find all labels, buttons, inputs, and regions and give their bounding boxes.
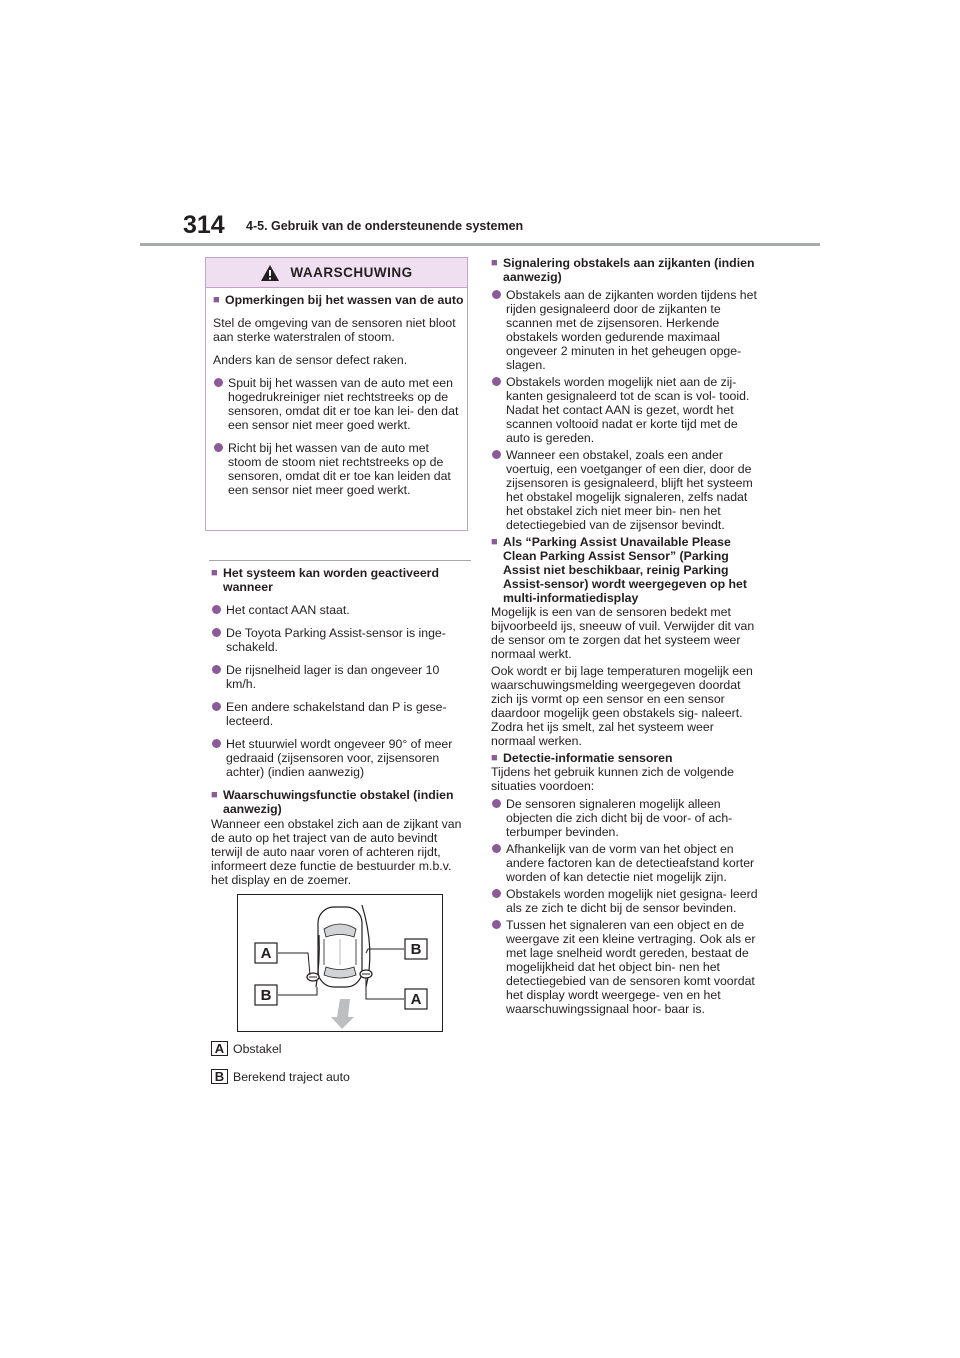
round-bullet-icon xyxy=(492,889,501,898)
section-separator xyxy=(209,560,471,561)
section-title: 4-5. Gebruik van de ondersteunende systemen xyxy=(246,219,524,233)
header-rule xyxy=(140,243,820,246)
legend-box-a: A xyxy=(211,1041,228,1056)
warning-heading: ■ Opmerkingen bij het wassen van de auto xyxy=(213,293,464,307)
legend-text: Obstakel xyxy=(233,1041,282,1056)
svg-text:B: B xyxy=(260,987,272,1004)
round-bullet-icon xyxy=(492,377,501,386)
label-b-bottom xyxy=(255,985,277,1005)
bullet-item: Wanneer een obstakel, zoals een ander voertuig, een voetganger of een dier, door de zijsensoren is gesignaleerd, blijft het systeem het obstakel mogelijk signaleren, zelfs nadat het obstakel zich niet meer bin- nen het detectiegebied van de zijsensor bevindt. xyxy=(491,448,759,532)
svg-text:A: A xyxy=(260,945,272,962)
svg-text:B: B xyxy=(410,941,422,958)
direction-arrow-icon xyxy=(331,999,354,1029)
warning-box xyxy=(205,257,468,531)
leader-line xyxy=(366,949,404,953)
round-bullet-icon xyxy=(492,920,501,929)
warning-title: WAARSCHUWING xyxy=(290,265,413,280)
warning-triangle-icon xyxy=(260,264,280,282)
legend-item-obstacle xyxy=(211,1041,282,1056)
heading-activation: ■ Het systeem kan worden geactiveerd wanneer xyxy=(211,566,439,594)
round-bullet-icon xyxy=(212,628,221,637)
obstacle-icon xyxy=(307,973,319,981)
round-bullet-icon xyxy=(212,605,221,614)
leader-line xyxy=(278,953,310,975)
heading-unavailable-message: ■ Als “Parking Assist Unavailable Please Clean Parking Assist Sensor” (Parking Assist niet beschikbaar, reinig Parking Assist-sensor) wordt weergegeven op het multi-informatiedisplay xyxy=(491,535,747,605)
warning-bullet: Richt bij het wassen van de auto met stoom de stoom niet rechtstreeks op de sensoren, omdat dit er toe kan leiden dat een sensor niet meer goed werkt. xyxy=(213,441,465,497)
square-bullet-icon: ■ xyxy=(211,567,218,579)
round-bullet-icon xyxy=(492,290,501,299)
label-a-bottom xyxy=(405,989,427,1009)
warning-paragraph: Stel de omgeving van de sensoren niet bloot aan sterke waterstralen of stoom. xyxy=(213,316,456,344)
square-bullet-icon: ■ xyxy=(491,752,498,764)
round-bullet-icon xyxy=(212,702,221,711)
bullet-item: Obstakels worden mogelijk niet gesigna- leerd als ze zich te dicht bij de sensor bevinden. xyxy=(491,887,759,915)
bullet-item: Obstakels worden mogelijk niet aan de zij- kanten gesignaleerd tot de scan is vol- tooid. Nadat het contact AAN is gezet, wordt het scannen voltooid nadat er korte tijd met de auto is gereden. xyxy=(491,375,759,445)
square-bullet-icon: ■ xyxy=(491,257,498,269)
leader-line xyxy=(366,978,404,999)
bullet-item: Een andere schakelstand dan P is gese- lecteerd. xyxy=(211,700,471,728)
warning-header xyxy=(206,258,467,288)
car-top-view-icon xyxy=(318,907,362,987)
bullet-item: De sensoren signaleren mogelijk alleen objecten die zich dicht bij de voor- of ach- terbumper bevinden. xyxy=(491,797,759,839)
round-bullet-icon xyxy=(214,443,223,452)
bullet-item: Obstakels aan de zijkanten worden tijdens het rijden gesignaleerd door de zijkanten te scannen met de zijsensoren. Herkende obstakels worden gedurende maximaal ongeveer 2 minuten in het geheugen opge- slagen. xyxy=(491,288,759,372)
page-number: 314 xyxy=(183,211,225,239)
bullet-item: De rijsnelheid lager is dan ongeveer 10 km/h. xyxy=(211,663,471,691)
heading-detection-info: ■ Detectie-informatie sensoren xyxy=(491,751,673,765)
legend-box-b: B xyxy=(211,1069,228,1084)
bullet-item: De Toyota Parking Assist-sensor is inge- schakeld. xyxy=(211,626,471,654)
bullet-item: Het contact AAN staat. xyxy=(211,603,471,617)
svg-text:A: A xyxy=(410,991,422,1008)
warning-paragraph: Anders kan de sensor defect raken. xyxy=(213,353,408,367)
heading-warning-function: ■ Waarschuwingsfunctie obstakel (indien aanwezig) xyxy=(211,788,454,816)
round-bullet-icon xyxy=(212,739,221,748)
square-bullet-icon: ■ xyxy=(213,294,220,306)
label-b-top xyxy=(405,939,427,959)
square-bullet-icon: ■ xyxy=(491,536,498,548)
paragraph: Tijdens het gebruik kunnen zich de volgende situaties voordoen: xyxy=(491,765,734,793)
bullet-item: Tussen het signaleren van een object en de weergave zit een kleine vertraging. Ook als er met lage snelheid wordt gereden, bestaat de mogelijkheid dat het object bin- nen het detectiegebied van de sensoren komt voordat het display wordt weergege- ven en het waarschuwingssignaal hoor- baar is. xyxy=(491,918,759,1016)
round-bullet-icon xyxy=(212,665,221,674)
legend-text: Berekend traject auto xyxy=(233,1069,350,1084)
legend-item-trajectory xyxy=(211,1069,350,1084)
round-bullet-icon xyxy=(492,799,501,808)
heading-side-obstacles: ■ Signalering obstakels aan zijkanten (indien aanwezig) xyxy=(491,256,755,284)
label-a-top xyxy=(255,943,277,963)
round-bullet-icon xyxy=(492,844,501,853)
parking-diagram xyxy=(237,894,443,1032)
bullet-item: Afhankelijk van de vorm van het object en andere factoren kan de detectieafstand korter worden of kan detectie niet mogelijk zijn. xyxy=(491,842,759,884)
right-column xyxy=(491,256,759,1019)
paragraph: Ook wordt er bij lage temperaturen mogelijk een waarschuwingsmelding weergegeven doordat zich ijs vormt op een sensor en een sensor daardoor mogelijk geen obstakels sig- naleert. Zodra het ijs smelt, zal het systeem weer normaal werken. xyxy=(491,664,753,748)
parking-diagram-svg xyxy=(238,895,442,1031)
round-bullet-icon xyxy=(492,450,501,459)
warning-body xyxy=(213,293,465,506)
leader-line xyxy=(278,987,317,995)
warning-bullet: Spuit bij het wassen van de auto met een hogedrukreiniger niet rechtstreeks op de sensoren, omdat dit er toe kan lei- den dat een sensor niet meer goed werkt. xyxy=(213,376,465,432)
bullet-item: Het stuurwiel wordt ongeveer 90° of meer gedraaid (zijsensoren voor, zijsensoren achter) (indien aanwezig) xyxy=(211,737,471,779)
paragraph: Wanneer een obstakel zich aan de zijkant van de auto op het traject van de auto bevindt terwijl de auto naar voren of achteren rijdt, informeert deze functie de bestuurder m.b.v. het display en de zoemer. xyxy=(211,817,462,887)
left-column xyxy=(211,560,471,896)
square-bullet-icon: ■ xyxy=(211,789,218,801)
paragraph: Mogelijk is een van de sensoren bedekt met bijvoorbeeld ijs, sneeuw of vuil. Verwijder dit van de sensor om te zorgen dat het systeem weer normaal werkt. xyxy=(491,605,755,661)
obstacle-icon xyxy=(360,970,372,978)
round-bullet-icon xyxy=(214,378,223,387)
